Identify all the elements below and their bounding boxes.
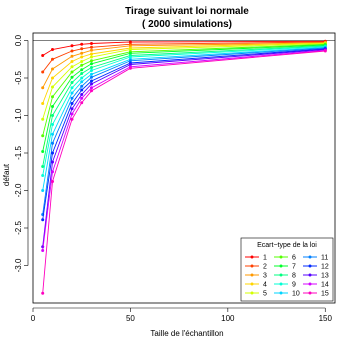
legend-swatch-point [309,283,312,286]
y-tick-label: -3.0 [14,258,23,273]
data-point [71,65,74,68]
legend-label: 15 [321,290,329,298]
data-point [71,107,74,110]
data-point [51,170,54,173]
x-axis-label: Taille de l'échantillon [150,329,224,338]
data-point [41,249,44,252]
y-tick-label: -2.5 [14,221,23,235]
data-point [41,165,44,168]
x-tick-label: 0 [30,314,36,323]
legend-label: 5 [263,290,267,298]
data-point [80,56,83,59]
data-point [90,49,93,52]
data-point [71,60,74,63]
legend-swatch-point [251,256,254,259]
legend-swatch-point [251,265,254,268]
legend-label: 3 [263,272,267,280]
y-tick-label: -2.0 [14,183,23,198]
data-point [80,93,83,96]
legend-swatch-point [309,292,312,295]
legend-label: 10 [292,290,300,298]
data-point [90,69,93,72]
data-point [80,52,83,55]
data-point [51,133,54,136]
data-point [90,86,93,89]
data-point [90,62,93,65]
legend-swatch-point [280,292,283,295]
legend-swatch-point [309,274,312,277]
chart-subtitle: ( 2000 simulations) [141,19,233,30]
data-point [51,161,54,164]
series-14 [41,49,327,252]
data-point [90,42,93,45]
data-point [41,189,44,192]
data-point [51,48,54,51]
series-line [43,50,326,250]
data-point [90,53,93,56]
series-9 [41,45,327,177]
legend-swatch-point [309,256,312,259]
data-point [71,97,74,100]
legend-swatch-point [251,283,254,286]
data-point [90,46,93,49]
data-point [41,292,44,295]
data-point [71,86,74,89]
data-point [41,71,44,74]
data-point [80,77,83,80]
legend-swatch-point [280,265,283,268]
data-point [51,95,54,98]
series-line [43,49,326,220]
data-point [90,56,93,59]
legend-label: 11 [321,254,329,262]
data-point [80,85,83,88]
series-13 [41,48,327,248]
legend-label: 14 [321,281,329,289]
data-point [41,218,44,221]
data-point [41,102,44,105]
x-tick-label: 50 [125,314,135,323]
data-point [71,76,74,79]
data-point [129,67,132,70]
data-point [71,55,74,58]
series-line [43,47,326,190]
data-point [80,89,83,92]
data-point [51,58,54,61]
legend-swatch-point [280,283,283,286]
data-point [90,66,93,69]
data-point [41,134,44,137]
data-point [80,80,83,83]
y-tick-label: -0.5 [14,71,23,85]
data-point [90,89,93,92]
data-point [71,113,74,116]
data-point [51,180,54,183]
legend-label: 8 [292,272,296,280]
data-point [324,50,327,53]
legend-swatch-point [280,256,283,259]
data-point [51,152,54,155]
series-8 [41,44,327,168]
data-point [80,43,83,46]
x-tick-label: 100 [221,314,235,323]
data-point [41,54,44,57]
y-tick-label: 0.0 [14,34,23,47]
data-point [80,60,83,63]
legend-label: 9 [292,281,296,289]
x-tick-label: 150 [318,314,332,323]
series-line [43,44,326,136]
data-point [71,118,74,121]
data-point [90,59,93,62]
legend-swatch-point [280,274,283,277]
data-point [80,72,83,75]
legend [241,238,333,301]
legend-swatch-point [309,265,312,268]
data-point [51,77,54,80]
data-point [80,68,83,71]
legend-title: Ecart−type de la loi [257,242,317,249]
data-point [80,47,83,50]
data-point [90,80,93,83]
data-point [51,86,54,89]
data-point [51,142,54,145]
data-point [51,105,54,108]
data-point [41,86,44,89]
data-point [51,114,54,117]
series-10 [41,46,327,192]
data-point [41,118,44,121]
legend-label: 13 [321,272,329,280]
data-point [90,73,93,76]
legend-swatch-point [251,274,254,277]
data-point [51,123,54,126]
legend-label: 4 [263,281,267,289]
y-axis-label: défaut [2,163,11,187]
data-point [71,50,74,53]
legend-label: 7 [292,263,296,271]
data-point [80,97,83,100]
data-point [71,71,74,74]
legend-label: 6 [292,254,296,262]
x-axis [31,308,333,323]
chart-title: Tirage suivant loi normale [125,6,249,17]
series-line [43,48,326,215]
data-point [51,68,54,71]
data-point [71,81,74,84]
data-point [90,83,93,86]
series-12 [41,47,327,221]
data-point [80,64,83,67]
legend-label: 12 [321,263,329,271]
y-tick-label: -1.0 [14,108,23,123]
data-point [71,102,74,105]
data-point [80,101,83,104]
legend-label: 1 [263,254,267,262]
y-tick-label: -1.5 [14,146,23,160]
data-point [41,174,44,177]
y-axis [14,34,28,272]
legend-label: 2 [263,263,267,271]
data-point [90,76,93,79]
data-point [71,44,74,47]
series-line [43,47,326,176]
data-point [41,150,44,153]
data-point [71,92,74,95]
legend-swatch-point [251,292,254,295]
